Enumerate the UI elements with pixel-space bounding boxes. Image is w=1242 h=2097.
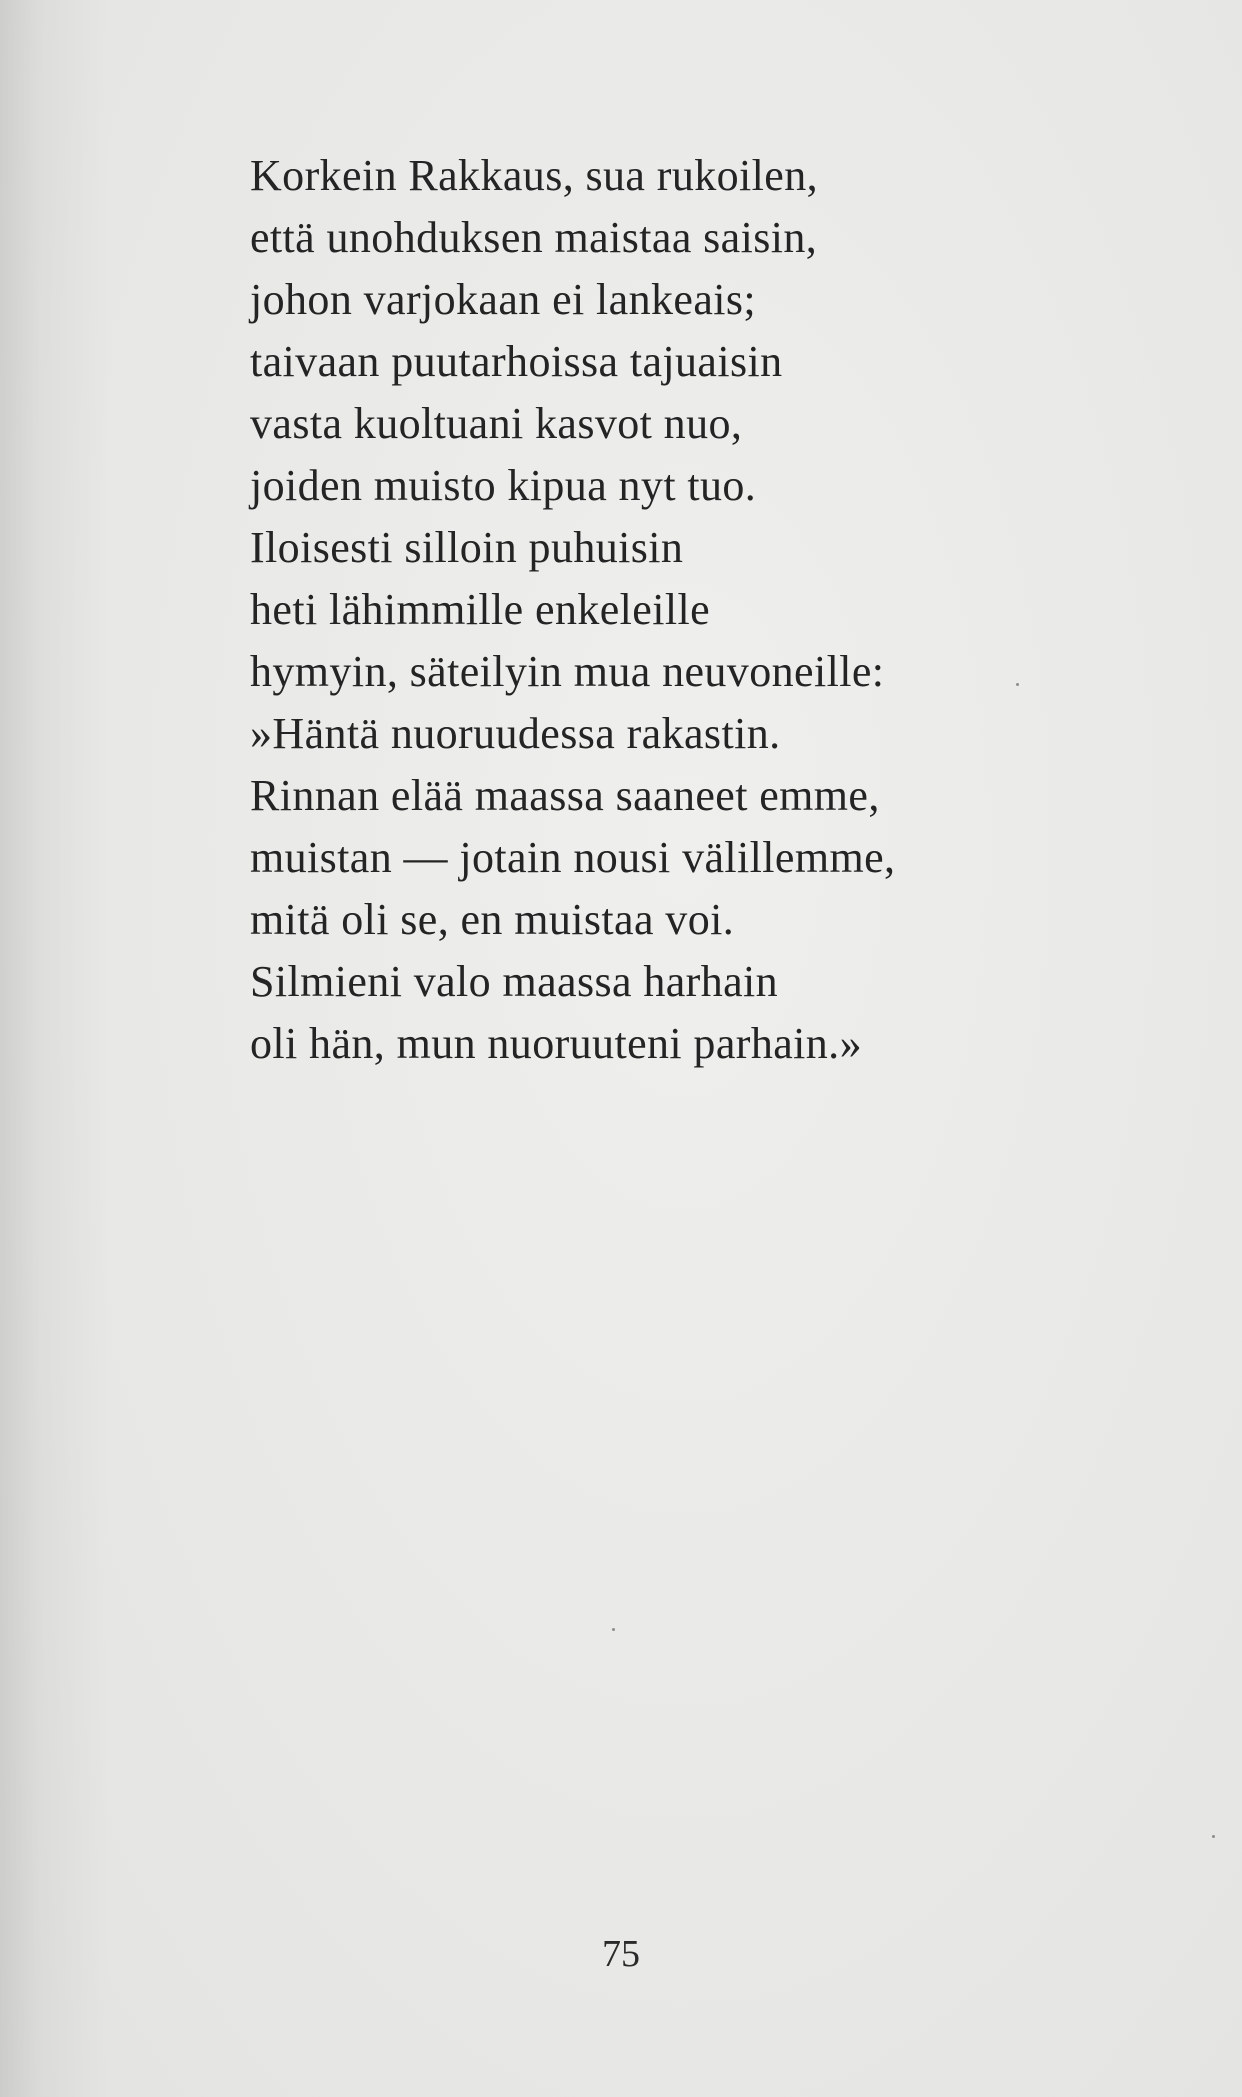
poem-line: Korkein Rakkaus, sua rukoilen, bbox=[250, 151, 818, 200]
poem-line: mitä oli se, en muistaa voi. bbox=[250, 895, 735, 944]
poem-line: hymyin, säteilyin mua neuvoneille: bbox=[250, 647, 885, 696]
poem-text bbox=[250, 145, 1130, 1075]
poem-line: Rinnan elää maassa saaneet emme, bbox=[250, 771, 880, 820]
poem-line: muistan — jotain nousi välillemme, bbox=[250, 833, 896, 882]
paper-speck bbox=[1212, 1835, 1215, 1838]
poem-line: että unohduksen maistaa saisin, bbox=[250, 213, 818, 262]
poem-line: johon varjokaan ei lankeais; bbox=[250, 275, 757, 324]
poem-line: oli hän, mun nuoruuteni parhain.» bbox=[250, 1019, 862, 1068]
poem-line: Silmieni valo maassa harhain bbox=[250, 957, 779, 1006]
poem-line: joiden muisto kipua nyt tuo. bbox=[250, 461, 757, 510]
poem-line: »Häntä nuoruudessa rakastin. bbox=[250, 709, 781, 758]
paper-speck bbox=[612, 1628, 615, 1631]
paper-speck bbox=[1016, 683, 1019, 686]
poem-line: heti lähimmille enkeleille bbox=[250, 585, 711, 634]
page-number: 75 bbox=[602, 1933, 640, 1975]
poem-line: Iloisesti silloin puhuisin bbox=[250, 523, 684, 572]
poem-line: taivaan puutarhoissa tajuaisin bbox=[250, 337, 783, 386]
poem-line: vasta kuoltuani kasvot nuo, bbox=[250, 399, 743, 448]
